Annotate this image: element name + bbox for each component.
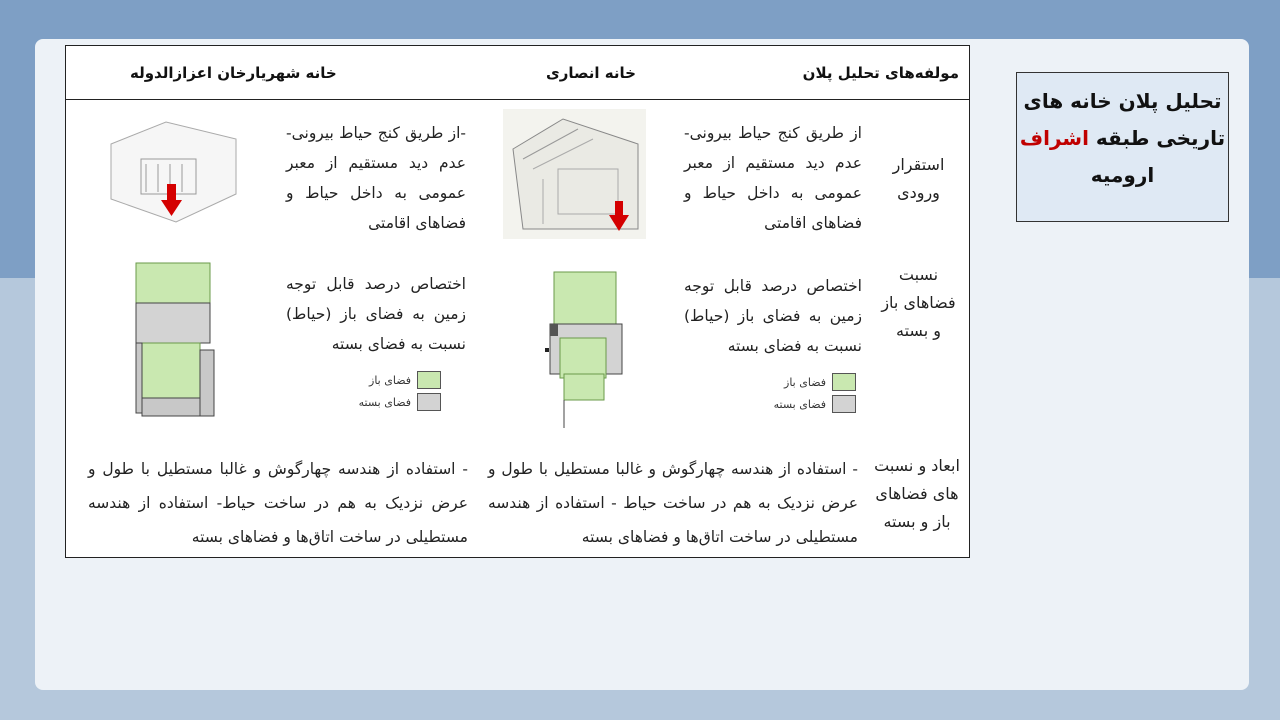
title-line-2-text: تاریخی طبقه: [1088, 126, 1226, 150]
ansari-legend: [756, 371, 856, 415]
legend-open-row: [341, 369, 441, 391]
ansari-dimensions-text: - استفاده از هندسه چهارگوش و غالبا مستطیل با طول و عرض نزدیک به هم در ساخت حیاط - استفاده از هندسه مستطیلی در ساخت اتاق‌ها و فضاهای بسته: [488, 460, 858, 546]
row-label-entrance: استقرار ورودی: [892, 155, 945, 202]
header-ansari: خانه انصاری: [546, 64, 636, 82]
legend-open-swatch: [417, 371, 441, 389]
ansari-plan-diagram: [536, 268, 626, 430]
shahriyar-entrance-sketch: [106, 114, 246, 229]
title-line-2: [1017, 120, 1228, 157]
legend-closed-swatch: [832, 395, 856, 413]
legend-open-row: [756, 371, 856, 393]
row-label-dimensions: ابعاد و نسبت های فضاهای باز و بسته: [874, 456, 960, 531]
shahriyar-legend: [341, 369, 441, 413]
header-shahriyar: خانه شهریارخان اعزازالدوله: [130, 64, 337, 82]
legend-closed-swatch: [417, 393, 441, 411]
shahriyar-open-closed-text: اختصاص درصد قابل توجه زمین به فضای باز (حیاط) نسبت به فضای بسته: [286, 275, 466, 353]
shahriyar-plan-diagram: [132, 260, 222, 420]
legend-closed-row: [341, 391, 441, 413]
shahriyar-dimensions-text: - استفاده از هندسه چهارگوش و غالبا مستطیل با طول و عرض نزدیک به هم در ساخت حیاط- استفاده از هندسه مستطیلی در ساخت اتاق‌ها و فضاهای بسته: [88, 460, 468, 546]
table-header-row: [66, 46, 969, 100]
legend-open-label: فضای باز: [369, 373, 411, 387]
slide-title-box: [1016, 72, 1229, 222]
title-line-1: تحلیل پلان خانه های: [1023, 89, 1222, 113]
title-accent-word: اشراف: [1019, 126, 1089, 150]
analysis-table: [65, 45, 970, 558]
ansari-entrance-sketch: [503, 109, 646, 239]
legend-closed-row: [756, 393, 856, 415]
title-line-3: ارومیه: [1090, 163, 1155, 187]
legend-open-swatch: [832, 373, 856, 391]
shahriyar-entrance-text: -از طریق کنج حیاط بیرونی- عدم دید مستقیم از معبر عمومی به داخل حیاط و فضاهای اقامتی: [286, 124, 466, 232]
legend-closed-label: فضای بسته: [358, 395, 411, 409]
header-components: مولفه‌های تحلیل پلان: [802, 64, 959, 82]
row-label-open-closed: نسبت فضاهای باز و بسته: [881, 265, 956, 340]
ansari-entrance-text: از طریق کنج حیاط بیرونی- عدم دید مستقیم از معبر عمومی به داخل حیاط و فضاهای اقامتی: [684, 124, 862, 232]
legend-open-label: فضای باز: [784, 375, 826, 389]
ansari-open-closed-text: اختصاص درصد قابل توجه زمین به فضای باز (حیاط) نسبت به فضای بسته: [684, 277, 862, 355]
legend-closed-label: فضای بسته: [773, 397, 826, 411]
